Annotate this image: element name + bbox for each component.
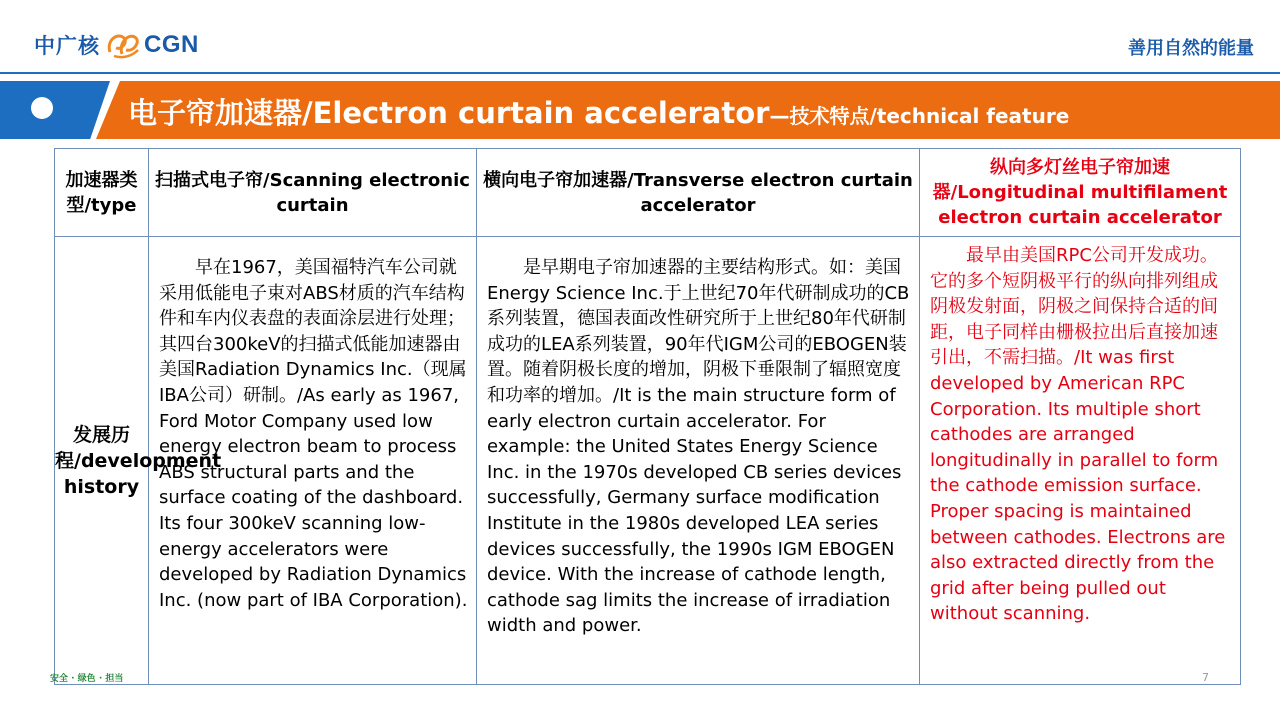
header-type: 加速器类型/type [55, 149, 149, 237]
slide-title [128, 91, 1069, 135]
cell-scanning-history: 早在1967，美国福特汽车公司就采用低能电子束对ABS材质的汽车结构件和车内仪表盘的表面涂层进行处理；其四台300keV的扫描式低能加速器由美国Radiation Dynamics Inc.（现属IBA公司）研制。/As early as 1967, Ford Motor Company used low energy electron beam to process ABS structural parts and the surface coating of the dashboard. Its four 300keV scanning low-energy accelerators were developed by Radiation Dynamics Inc. (now part of IBA Corporation). [149, 237, 477, 685]
cgn-atom-icon [104, 30, 142, 60]
header-longitudinal: 纵向多灯丝电子帘加速器/Longitudinal multifilament electron curtain accelerator [920, 149, 1241, 237]
cell-transverse-history: 是早期电子帘加速器的主要结构形式。如：美国 Energy Science Inc.于上世纪70年代研制成功的CB系列装置，德国表面改性研究所于上世纪80年代研制成功的LEA系列装置，90年代IGM公司的EBOGEN装置。随着阴极长度的增加，阴极下垂限制了辐照宽度和功率的增加。/It is the main structure form of early electron curtain accelerator. For example: the United States Energy Science Inc. in the 1970s developed CB series devices successfully, Germany surface modification Institute in the 1980s developed LEA series devices successfully, the 1990s IGM EBOGEN device. With the increase of cathode length, cathode sag limits the increase of irradiation width and power. [477, 237, 920, 685]
comparison-table [54, 148, 1241, 685]
title-bar-accent [0, 81, 110, 139]
row-label-development-history: 发展历程/development history [55, 237, 149, 685]
title-bullet-dot [31, 97, 53, 119]
footer-motto: 安全 · 绿色 · 担当 [50, 674, 124, 684]
table-row [55, 237, 1241, 685]
page-number: 7 [1202, 671, 1209, 684]
slide-title-main: 电子帘加速器/Electron curtain accelerator [128, 96, 770, 130]
logo-chinese-text: 中广核 [34, 34, 100, 58]
slide-title-sub: —技术特点/technical feature [769, 104, 1070, 128]
cgn-logo [34, 28, 199, 62]
logo-english-text: CGN [144, 31, 199, 58]
header-transverse: 横向电子帘加速器/Transverse electron curtain accelerator [477, 149, 920, 237]
company-slogan: 善用自然的能量 [1128, 38, 1254, 59]
cell-longitudinal-history: 最早由美国RPC公司开发成功。它的多个短阴极平行的纵向排列组成阴极发射面，阴极之间保持合适的间距，电子同样由栅极拉出后直接加速引出，不需扫描。/It was first developed by American RPC Corporation. Its multiple short cathodes are arranged longitudinally in parallel to form the cathode emission surface. Proper spacing is maintained between cathodes. Electrons are also extracted directly from the grid after being pulled out without scanning. [920, 237, 1241, 685]
table-header-row [55, 149, 1241, 237]
header-divider [0, 72, 1280, 74]
header-scanning: 扫描式电子帘/Scanning electronic curtain [149, 149, 477, 237]
